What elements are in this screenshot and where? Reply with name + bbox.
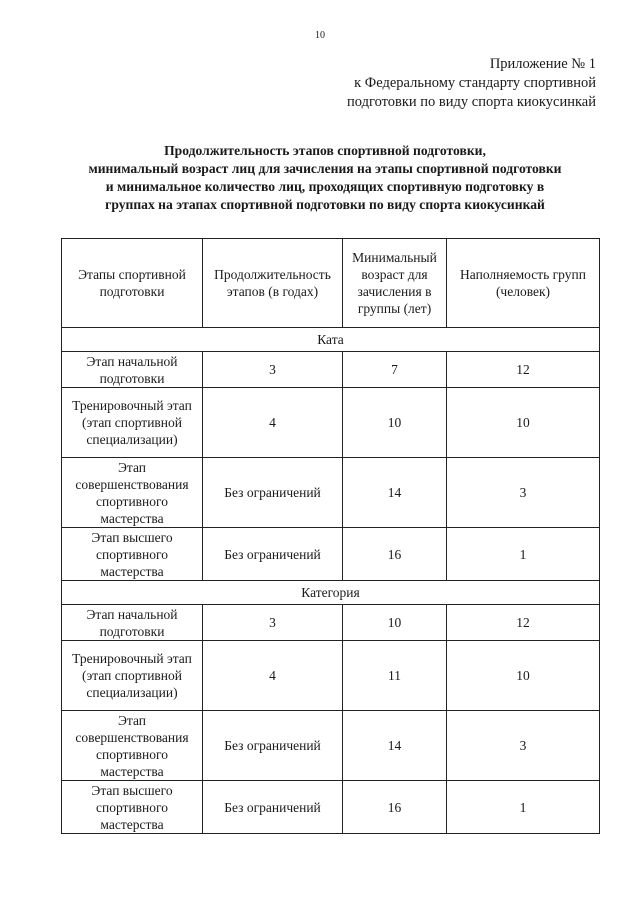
- table-row: [62, 388, 600, 458]
- appendix-line: к Федеральному стандарту спортивной: [354, 75, 596, 91]
- stages-table: [61, 238, 600, 834]
- cell-duration: 3: [203, 605, 343, 641]
- table-row: [62, 605, 600, 641]
- table-header-row: [62, 239, 600, 328]
- appendix-line: Приложение № 1: [489, 56, 596, 72]
- document-title: [40, 142, 610, 214]
- cell-min-age: 14: [343, 711, 447, 781]
- table-row: [62, 711, 600, 781]
- page-number: 10: [315, 30, 325, 41]
- cell-min-age: 16: [343, 528, 447, 581]
- section-row-category: [62, 581, 600, 605]
- cell-stage: Тренировочный этап (этап спортивной специализации): [62, 641, 203, 711]
- cell-duration: 3: [203, 352, 343, 388]
- table-row: [62, 458, 600, 528]
- cell-stage: Этап совершенствования спортивного мастерства: [62, 458, 203, 528]
- cell-duration: Без ограничений: [203, 781, 343, 834]
- title-line: Продолжительность этапов спортивной подготовки,: [164, 143, 486, 158]
- cell-min-age: 11: [343, 641, 447, 711]
- cell-group-size: 10: [447, 388, 600, 458]
- cell-group-size: 3: [447, 458, 600, 528]
- cell-min-age: 14: [343, 458, 447, 528]
- cell-min-age: 16: [343, 781, 447, 834]
- cell-group-size: 12: [447, 605, 600, 641]
- cell-min-age: 10: [343, 605, 447, 641]
- section-row-kata: [62, 328, 600, 352]
- appendix-line: подготовки по виду спорта киокусинкай: [347, 94, 596, 110]
- title-line: минимальный возраст лиц для зачисления на этапы спортивной подготовки: [88, 161, 562, 176]
- cell-stage: Этап начальной подготовки: [62, 352, 203, 388]
- cell-group-size: 1: [447, 781, 600, 834]
- table-row: [62, 781, 600, 834]
- cell-stage: Этап высшего спортивного мастерства: [62, 528, 203, 581]
- cell-duration: Без ограничений: [203, 528, 343, 581]
- cell-group-size: 3: [447, 711, 600, 781]
- cell-duration: 4: [203, 388, 343, 458]
- title-line: группах на этапах спортивной подготовки по виду спорта киокусинкай: [105, 197, 545, 212]
- cell-duration: Без ограничений: [203, 711, 343, 781]
- cell-stage: Этап начальной подготовки: [62, 605, 203, 641]
- cell-duration: 4: [203, 641, 343, 711]
- appendix-reference: [347, 55, 596, 112]
- table-row: [62, 641, 600, 711]
- header-min-age: Минимальный возраст для зачисления в группы (лет): [343, 239, 447, 328]
- cell-stage: Тренировочный этап (этап спортивной специализации): [62, 388, 203, 458]
- header-duration: Продолжительность этапов (в годах): [203, 239, 343, 328]
- table-row: [62, 528, 600, 581]
- header-group-size: Наполняемость групп (человек): [447, 239, 600, 328]
- section-title: Категория: [62, 581, 600, 605]
- header-stage: Этапы спортивной подготовки: [62, 239, 203, 328]
- section-title: Ката: [62, 328, 600, 352]
- cell-min-age: 7: [343, 352, 447, 388]
- cell-min-age: 10: [343, 388, 447, 458]
- title-line: и минимальное количество лиц, проходящих спортивную подготовку в: [105, 179, 545, 194]
- cell-duration: Без ограничений: [203, 458, 343, 528]
- cell-group-size: 10: [447, 641, 600, 711]
- cell-stage: Этап совершенствования спортивного мастерства: [62, 711, 203, 781]
- table-row: [62, 352, 600, 388]
- cell-group-size: 12: [447, 352, 600, 388]
- cell-stage: Этап высшего спортивного мастерства: [62, 781, 203, 834]
- cell-group-size: 1: [447, 528, 600, 581]
